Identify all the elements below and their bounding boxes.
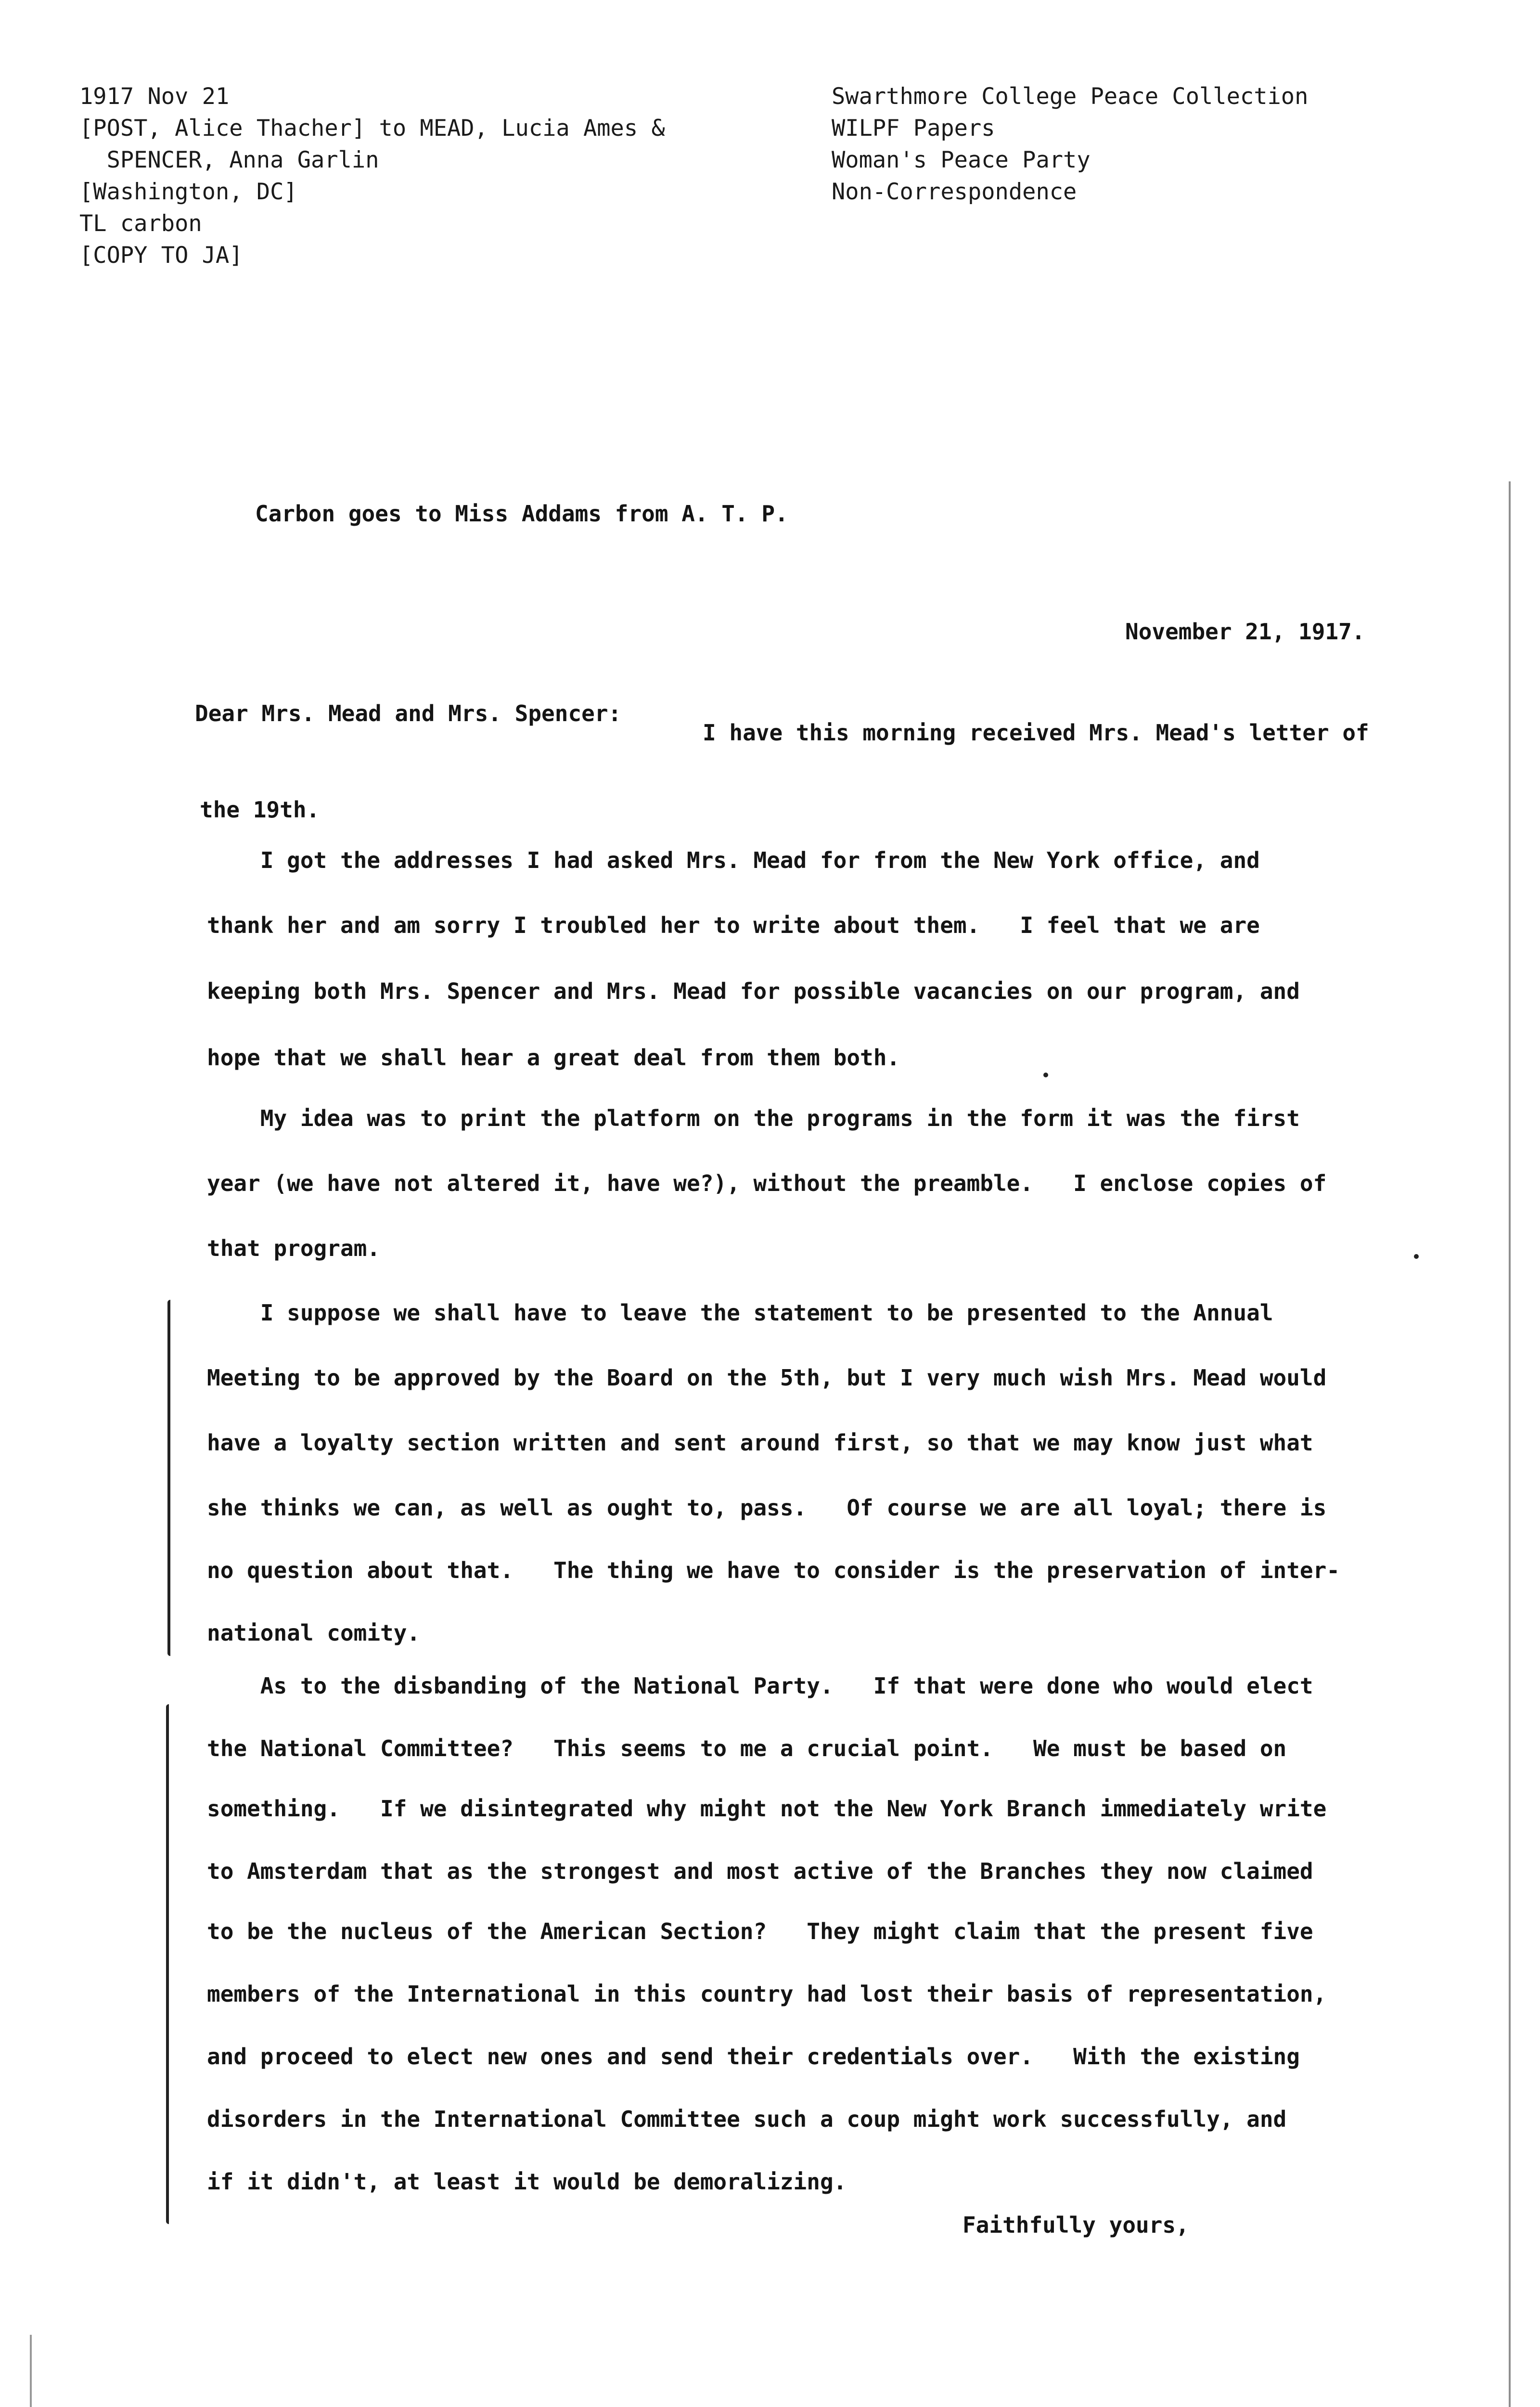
text-line: to be the nucleus of the American Section? They might claim that the present five — [207, 1918, 1313, 1944]
text-line: I suppose we shall have to leave the statement to be presented to the Annual — [207, 1300, 1273, 1326]
text-line: have a loyalty section written and sent around first, so that we may know just what — [207, 1430, 1313, 1456]
text-line: the National Committee? This seems to me a crucial point. We must be based on — [207, 1735, 1287, 1761]
organization-name: Woman's Peace Party — [832, 147, 1091, 173]
header-copy-note: [COPY TO JA] — [79, 242, 243, 269]
text-line: that program. — [207, 1235, 381, 1261]
scan-speck — [1043, 1073, 1048, 1077]
header-date: 1917 Nov 21 — [79, 83, 230, 110]
text-line: Meeting to be approved by the Board on the 5th, but I very much wish Mrs. Mead would — [207, 1365, 1327, 1391]
intro-line-continued: the 19th. — [200, 797, 320, 823]
collection-name: Swarthmore College Peace Collection — [832, 83, 1309, 110]
text-line: keeping both Mrs. Spencer and Mrs. Mead for possible vacancies on our program, and — [207, 978, 1300, 1004]
text-line: thank her and am sorry I troubled her to write about them. I feel that we are — [207, 912, 1260, 938]
header-place: [Washington, DC] — [79, 179, 297, 205]
text-line: hope that we shall hear a great deal from them both. — [207, 1045, 900, 1071]
closing: Faithfully yours, — [962, 2212, 1189, 2238]
papers-series: WILPF Papers — [832, 115, 995, 142]
text-line: disorders in the International Committee such a coup might work successfully, and — [207, 2106, 1287, 2132]
text-line: national comity. — [207, 1620, 421, 1646]
margin-bracket-mark — [167, 1300, 170, 1656]
text-line: As to the disbanding of the National Party. If that were done who would elect — [207, 1673, 1313, 1699]
text-line: if it didn't, at least it would be demoralizing. — [207, 2169, 847, 2195]
header-correspondents-cont: SPENCER, Anna Garlin — [79, 147, 379, 173]
text-line: she thinks we can, as well as ought to, pass. Of course we are all loyal; there is — [207, 1495, 1327, 1521]
text-line: something. If we disintegrated why might not the New York Branch immediately write — [207, 1796, 1327, 1822]
scan-edge-line — [1509, 481, 1511, 2407]
text-line: and proceed to elect new ones and send their credentials over. With the existing — [207, 2044, 1300, 2070]
intro-line: I have this morning received Mrs. Mead's letter of — [703, 720, 1369, 746]
letter-date: November 21, 1917. — [1125, 619, 1365, 645]
header-correspondents: [POST, Alice Thacher] to MEAD, Lucia Ames & — [79, 115, 665, 142]
carbon-note: Carbon goes to Miss Addams from A. T. P. — [255, 501, 788, 527]
salutation: Dear Mrs. Mead and Mrs. Spencer: — [195, 700, 622, 726]
text-line: no question about that. The thing we have to consider is the preservation of inter- — [207, 1557, 1340, 1583]
record-type: Non-Correspondence — [832, 179, 1077, 205]
text-line: year (we have not altered it, have we?), without the preamble. I enclose copies of — [207, 1170, 1327, 1196]
scan-speck — [1414, 1254, 1419, 1259]
scan-edge-line — [30, 2335, 32, 2407]
archive-header-left — [79, 81, 665, 272]
text-line: to Amsterdam that as the strongest and most active of the Branches they now claimed — [207, 1858, 1313, 1884]
text-line: My idea was to print the platform on the programs in the form it was the first — [207, 1105, 1300, 1131]
header-doc-type: TL carbon — [79, 210, 202, 237]
text-line: members of the International in this country had lost their basis of representation, — [207, 1981, 1327, 2007]
archive-header-right — [832, 81, 1308, 208]
text-line: I got the addresses I had asked Mrs. Mead for from the New York office, and — [207, 847, 1260, 873]
margin-bracket-mark — [166, 1704, 169, 2224]
